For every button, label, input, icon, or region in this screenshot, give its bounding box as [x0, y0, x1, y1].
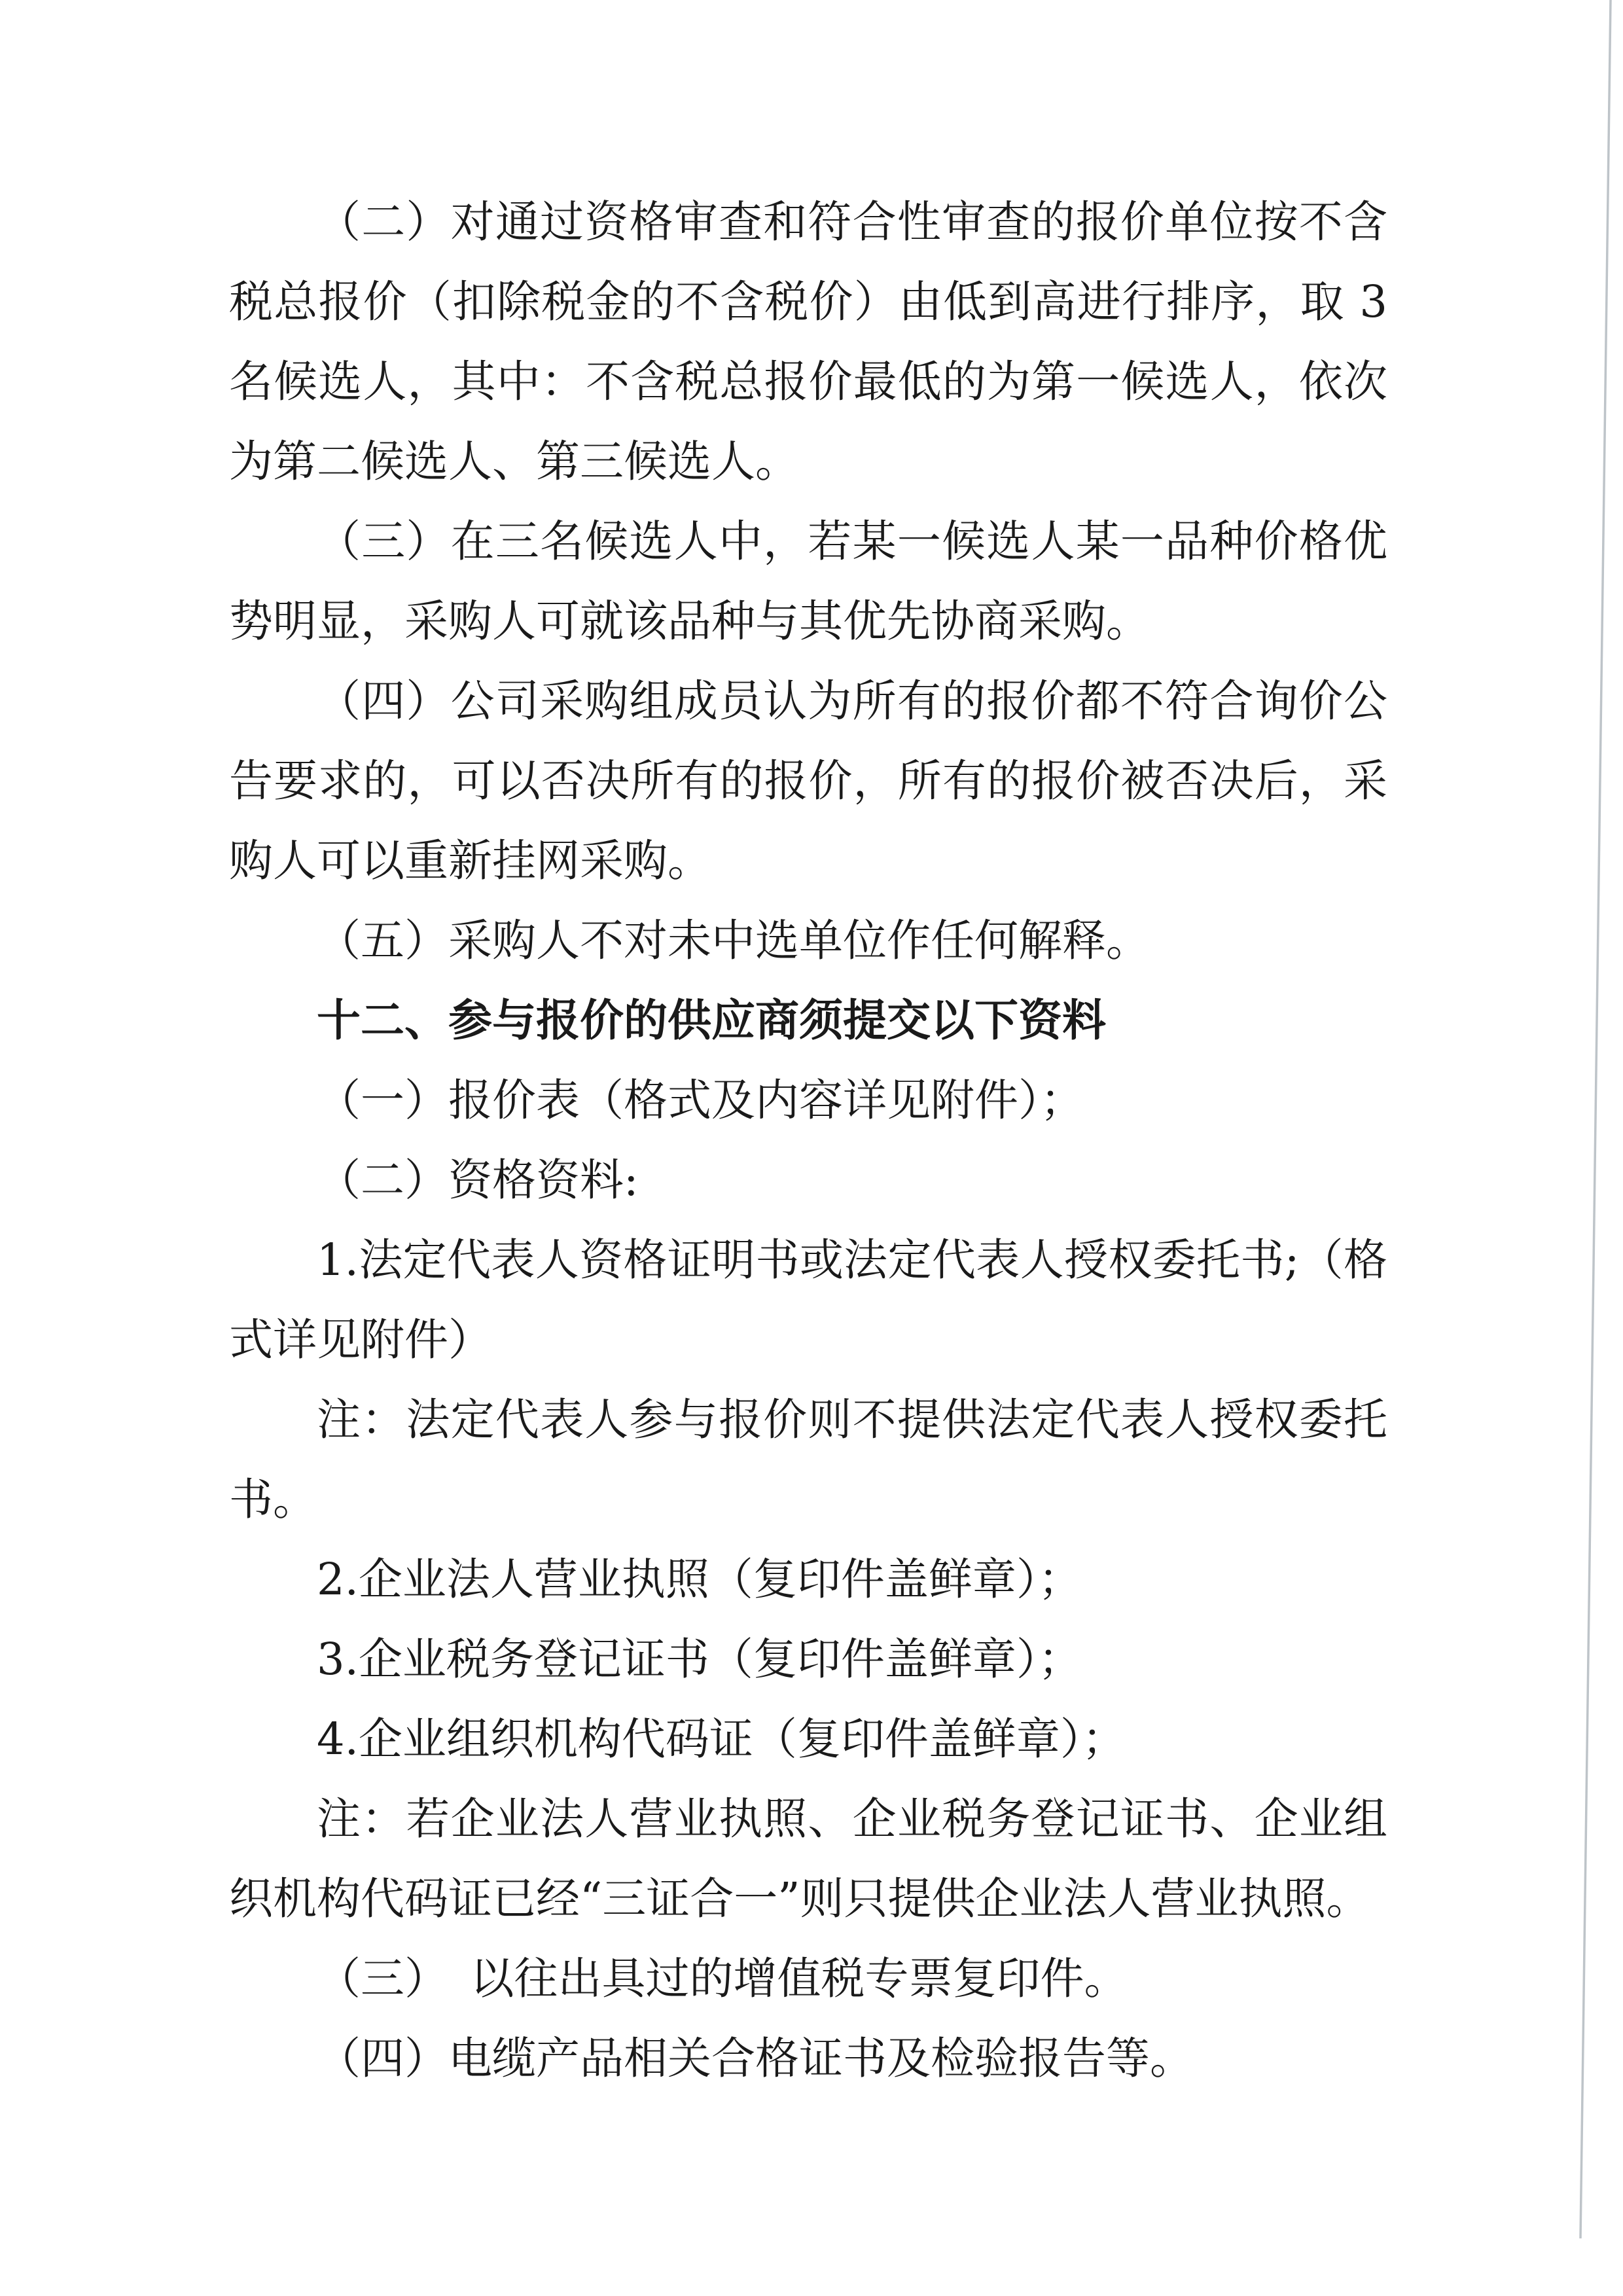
paragraph-item-2-3: 3.企业税务登记证书（复印件盖鲜章）；	[317, 1634, 1082, 1685]
paragraph-item-2: （二）资格资料:	[317, 1155, 639, 1206]
document-text-block	[229, 182, 1387, 2098]
paragraph-clause-3: （三）在三名候选人中，若某一候选人某一品种价格优势明显，采购人可就该品种与其优先协商采购。	[229, 516, 1387, 647]
paragraph-item-4: （四）电缆产品相关合格证书及检验报告等。	[317, 2033, 1194, 2084]
section-heading-12: 十二、参与报价的供应商须提交以下资料	[317, 994, 1106, 1046]
paragraph-item-1: （一）报价表（格式及内容详见附件）；	[317, 1075, 1084, 1126]
paragraph-clause-2: （二）对通过资格审查和符合性审查的报价单位按不含税总报价（扣除税金的不含税价）由低到高进行排序，取 3 名候选人，其中：不含税总报价最低的为第一候选人，依次为第二候选人、第三候选人。	[229, 196, 1387, 487]
paragraph-item-2-4: 4.企业组织机构代码证（复印件盖鲜章）；	[317, 1713, 1126, 1765]
paragraph-item-3: （三） 以往出具过的增值税专票复印件。	[317, 1953, 1128, 2004]
paragraph-item-2-2: 2.企业法人营业执照（复印件盖鲜章）；	[317, 1554, 1082, 1605]
paragraph-clause-5: （五）采购人不对未中选单位作任何解释。	[317, 915, 1150, 966]
paragraph-note-2: 注：若企业法人营业执照、企业税务登记证书、企业组织机构代码证已经“三证合一”则只提供企业法人营业执照。	[229, 1793, 1387, 1924]
paragraph-note-1: 注：法定代表人参与报价则不提供法定代表人授权委托书。	[229, 1394, 1387, 1525]
paragraph-item-2-1: 1.法定代表人资格证明书或法定代表人授权委托书;（格式详见附件）	[229, 1234, 1387, 1365]
paragraph-clause-4: （四）公司采购组成员认为所有的报价都不符合询价公告要求的，可以否决所有的报价，所有的报价被否决后，采购人可以重新挂网采购。	[229, 675, 1387, 886]
